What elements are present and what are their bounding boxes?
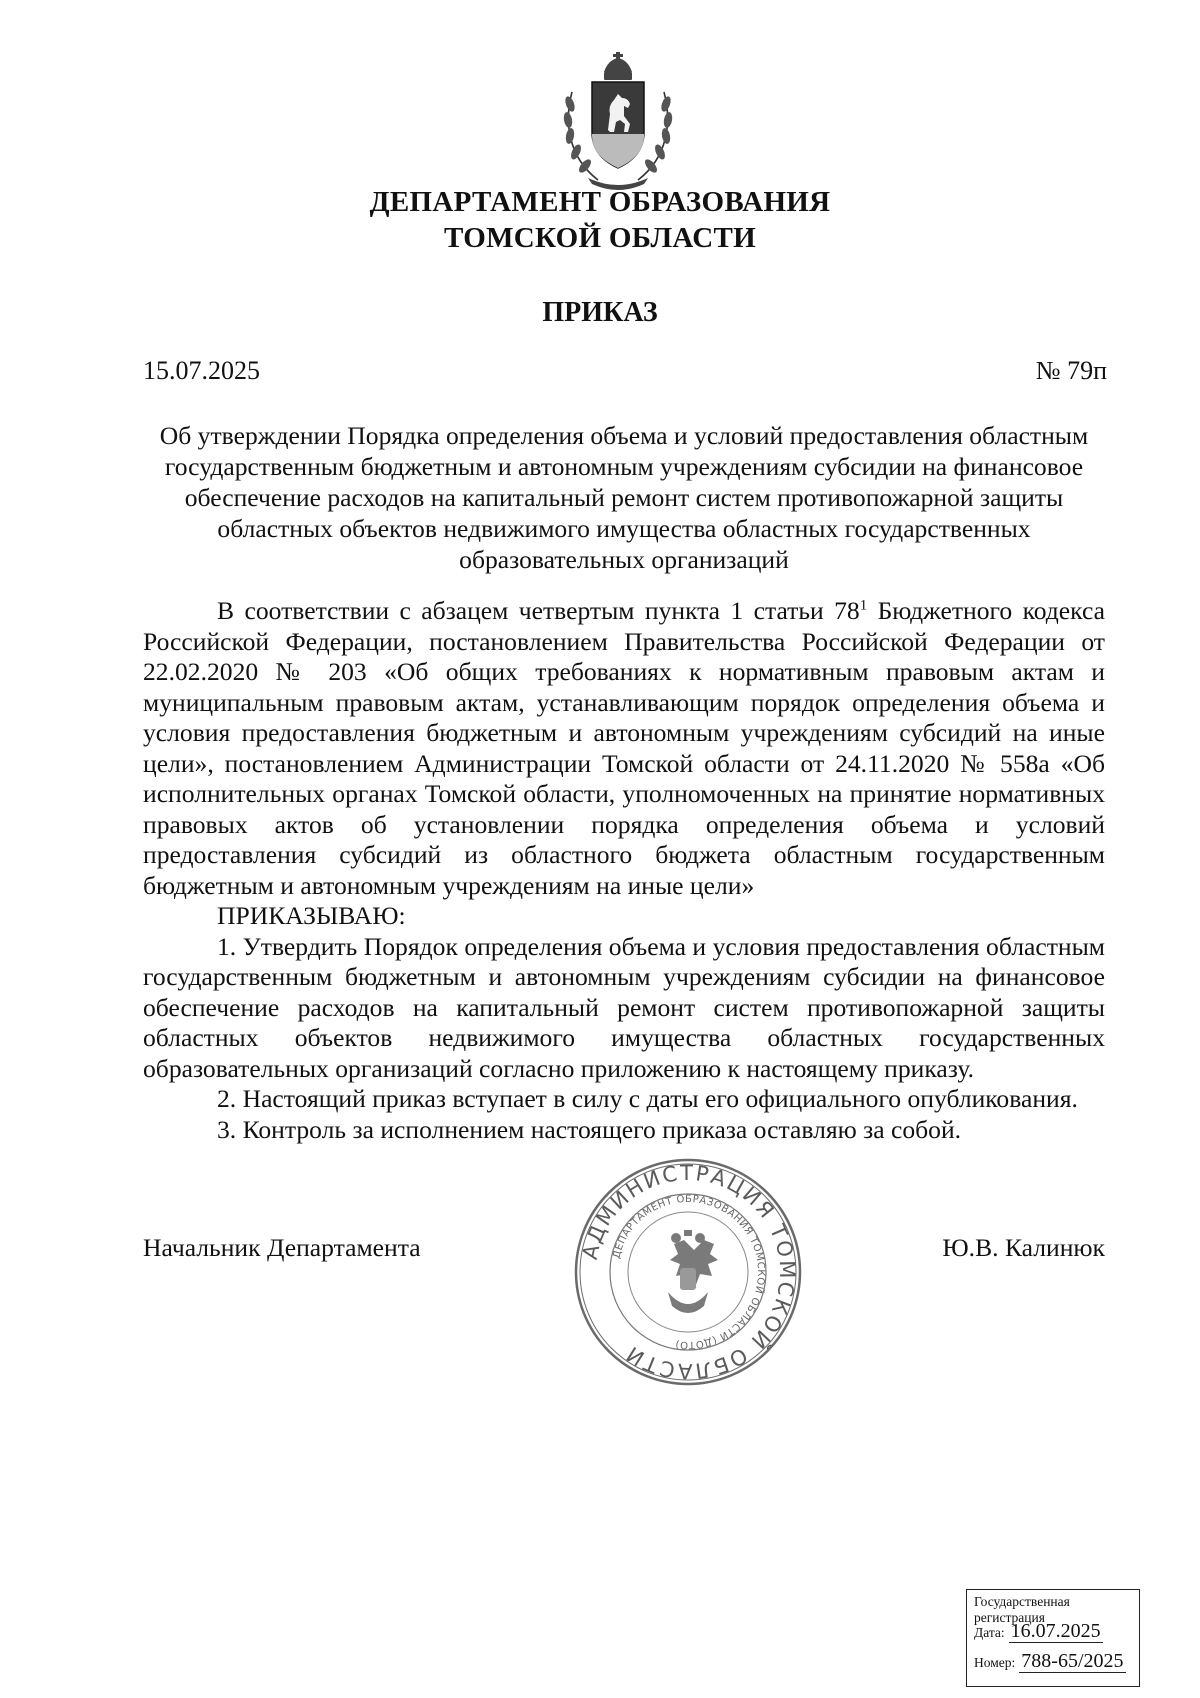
official-round-seal-icon (572, 1156, 804, 1388)
subject-line: обеспечение расходов на капитальный ремонт систем противопожарной защиты (184, 483, 1064, 512)
department-name-line1: ДЕПАРТАМЕНТ ОБРАЗОВАНИЯ (369, 186, 831, 218)
registration-number-value: 788-65/2025 (1021, 1650, 1124, 1672)
seal-outer-text: АДМИНИСТРАЦИЯ ТОМСКОЙ ОБЛАСТИ (577, 1160, 800, 1384)
registration-title: Государственная регистрация (974, 1594, 1070, 1625)
order-item-1: 1. Утвердить Порядок определения объема и условия предоставления областным государственным бюджетным и автономным учреждениям субсидии на финансовое обеспечение расходов на капитальный ремонт систем противопожарной защиты областных объектов недвижимого имущества областных государственных образовательных организаций согласно приложению к настоящему приказу. (143, 931, 1105, 1083)
registration-date-value: 16.07.2025 (1010, 1620, 1101, 1642)
order-number: № 79п (1035, 356, 1107, 385)
order-body (143, 596, 1105, 1145)
signatory-position: Начальник Департамента (143, 1233, 421, 1262)
signatory-name: Ю.В. Калинюк (942, 1233, 1105, 1262)
order-subject (143, 420, 1105, 575)
subject-line: Об утверждении Порядка определения объема и условий предоставления областным (159, 421, 1089, 450)
subject-line: областных объектов недвижимого имущества областных государственных (217, 514, 1031, 543)
order-date: 15.07.2025 (143, 356, 260, 385)
preamble-text: В соответствии с абзацем четвертым пункта 1 статьи 78 (217, 596, 860, 625)
registration-date-row (974, 1622, 1103, 1642)
preamble-paragraph (143, 596, 1105, 901)
article-superscript: 1 (859, 597, 868, 614)
registration-date-label: Дата: (974, 1625, 1005, 1640)
registration-number-label: Номер: (974, 1655, 1016, 1670)
tomsk-coat-of-arms-icon (558, 52, 678, 192)
subject-line: государственным бюджетным и автономным учреждениям субсидии на финансовое (164, 452, 1084, 481)
signature-block (143, 1232, 1105, 1268)
order-item-2: 2. Настоящий приказ вступает в силу с даты его официального опубликования. (217, 1084, 1078, 1113)
order-directive-word: ПРИКАЗЫВАЮ: (217, 901, 406, 930)
subject-line: образовательных организаций (459, 545, 789, 574)
department-header (0, 184, 1200, 256)
registration-number-row (974, 1652, 1126, 1672)
seal-inner-text: ДЕПАРТАМЕНТ ОБРАЗОВАНИЯ ТОМСКОЙ ОБЛАСТИ (ДОТО) (611, 1193, 767, 1351)
state-registration-stamp (966, 1589, 1140, 1687)
order-item-3: 3. Контроль за исполнением настоящего приказа оставляю за собой. (217, 1114, 962, 1144)
preamble-text-continued: Бюджетного кодекса Российской Федерации, постановлением Правительства Российской Федерации от 22.02.2020 № 203 «Об общих требованиях к нормативным правовым актам и муниципальным правовым актам, устанавливающим порядок определения объема и условия предоставления бюджетным и автономным учреждениям субсидий на иные цели», постановлением Администрации Томской области от 24.11.2020 № 558а «Об исполнительных органах Томской области, уполномоченных на принятие нормативных правовых актов об установлении порядка определения объема и условий предоставления субсидий из областного бюджета областным государственным бюджетным и автономным учреждениям на иные цели» (143, 596, 1105, 900)
department-name-line2: ТОМСКОЙ ОБЛАСТИ (444, 222, 756, 254)
document-type-title: ПРИКАЗ (542, 297, 658, 328)
